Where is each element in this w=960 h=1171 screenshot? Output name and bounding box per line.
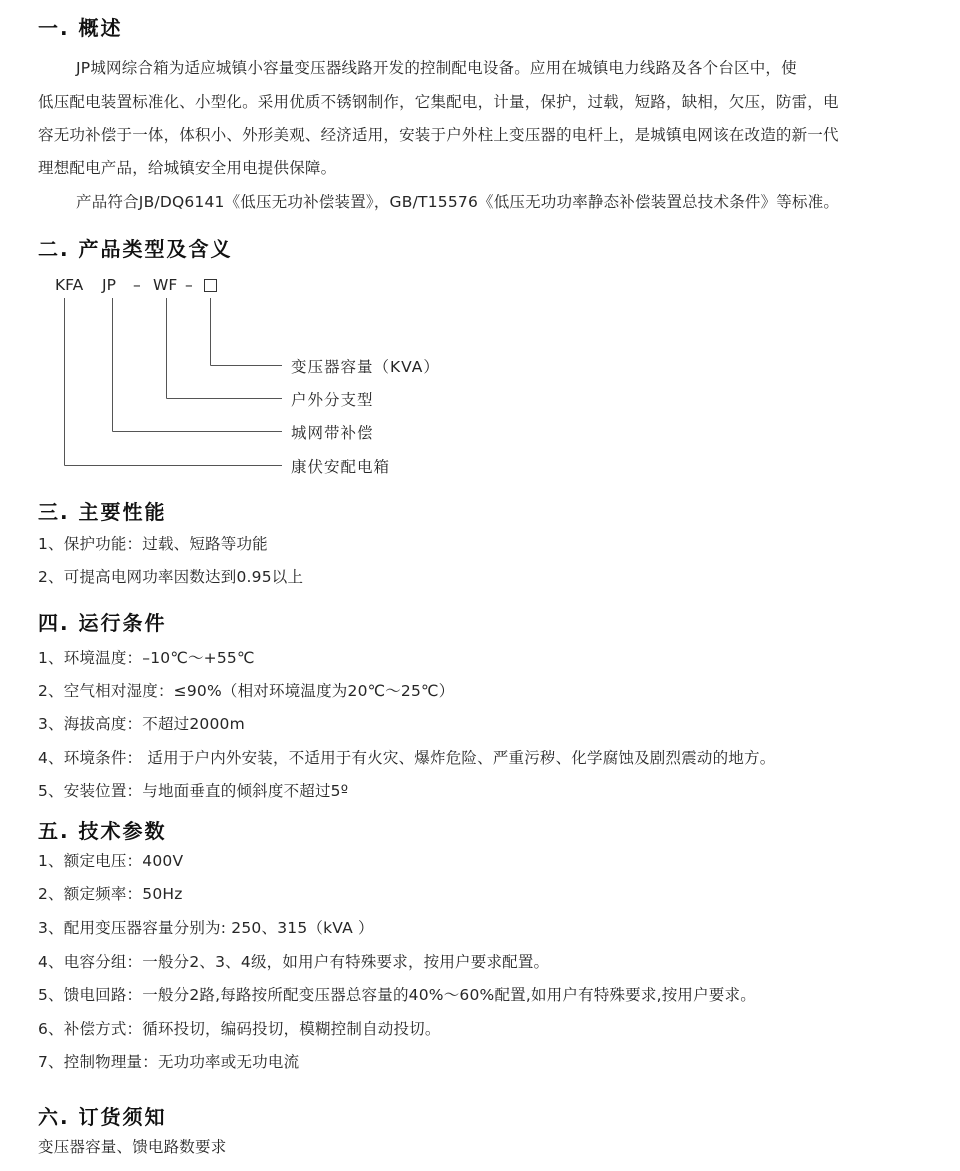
model-label-outdoor: 户外分支型 — [291, 391, 374, 409]
technical-item-4: 4、电容分组：一般分2、3、4级，如用户有特殊要求，按用户要求配置。 — [38, 953, 550, 971]
model-code-wf: WF — [153, 276, 178, 294]
section-title-conditions: 四. 运行条件 — [38, 611, 167, 635]
section-title-technical: 五. 技术参数 — [38, 819, 167, 843]
overview-standard: 产品符合JB/DQ6141《低压无功补偿装置》，GB/T15576《低压无功功率静态补偿装置总技术条件》等标准。 — [76, 193, 840, 211]
section-title-performance: 三. 主要性能 — [38, 500, 167, 524]
performance-item-2: 2、可提高电网功率因数达到0.95以上 — [38, 568, 304, 586]
technical-item-1: 1、额定电压：400V — [38, 852, 184, 870]
technical-item-3: 3、配用变压器容量分别为: 250、315（kVA ） — [38, 919, 374, 937]
overview-line-1: JP城网综合箱为适应城镇小容量变压器线路开发的控制配电设备。应用在城镇电力线路及各个台区中，使 — [76, 59, 797, 77]
technical-item-2: 2、额定频率：50Hz — [38, 885, 183, 903]
conditions-item-4: 4、环境条件： 适用于户内外安装，不适用于有火灾、爆炸危险、严重污秽、化学腐蚀及剧烈震动的地方。 — [38, 749, 776, 767]
section-title-model: 二. 产品类型及含义 — [38, 237, 233, 261]
conditions-item-3: 3、海拔高度：不超过2000m — [38, 715, 245, 733]
section-title-ordering: 六. 订货须知 — [38, 1105, 167, 1129]
conditions-item-2: 2、空气相对湿度：≤90%（相对环境温度为20℃～25℃） — [38, 682, 455, 700]
section-title-overview: 一. 概述 — [38, 16, 123, 40]
ordering-text: 变压器容量、馈电路数要求 — [38, 1138, 227, 1156]
conditions-item-1: 1、环境温度：–10℃～+55℃ — [38, 649, 255, 667]
model-code-jp: JP — [102, 276, 116, 294]
overview-line-4: 理想配电产品，给城镇安全用电提供保障。 — [38, 159, 337, 177]
model-code-dash-1: – — [133, 276, 141, 294]
model-label-compensation: 城网带补偿 — [291, 424, 374, 442]
overview-line-2: 低压配电装置标准化、小型化。采用优质不锈钢制作，它集配电，计量，保护，过载，短路，缺相，欠压，防雷，电 — [38, 93, 839, 111]
model-code-dash-2: – — [185, 276, 193, 294]
model-code-tree-lines — [0, 0, 960, 480]
model-code-kfa: KFA — [55, 276, 84, 294]
model-label-brand: 康伏安配电箱 — [291, 458, 391, 476]
technical-item-7: 7、控制物理量：无功功率或无功电流 — [38, 1053, 300, 1071]
performance-item-1: 1、保护功能：过载、短路等功能 — [38, 535, 268, 553]
technical-item-5: 5、馈电回路：一般分2路,每路按所配变压器总容量的40%～60%配置,如用户有特殊要求,按用户要求。 — [38, 986, 756, 1004]
overview-line-3: 容无功补偿于一体，体积小、外形美观、经济适用，安装于户外柱上变压器的电杆上，是城镇电网该在改造的新一代 — [38, 126, 839, 144]
conditions-item-5: 5、安装位置：与地面垂直的倾斜度不超过5º — [38, 782, 349, 800]
model-label-capacity: 变压器容量（KVA） — [291, 358, 440, 376]
technical-item-6: 6、补偿方式：循环投切，编码投切，模糊控制自动投切。 — [38, 1020, 441, 1038]
